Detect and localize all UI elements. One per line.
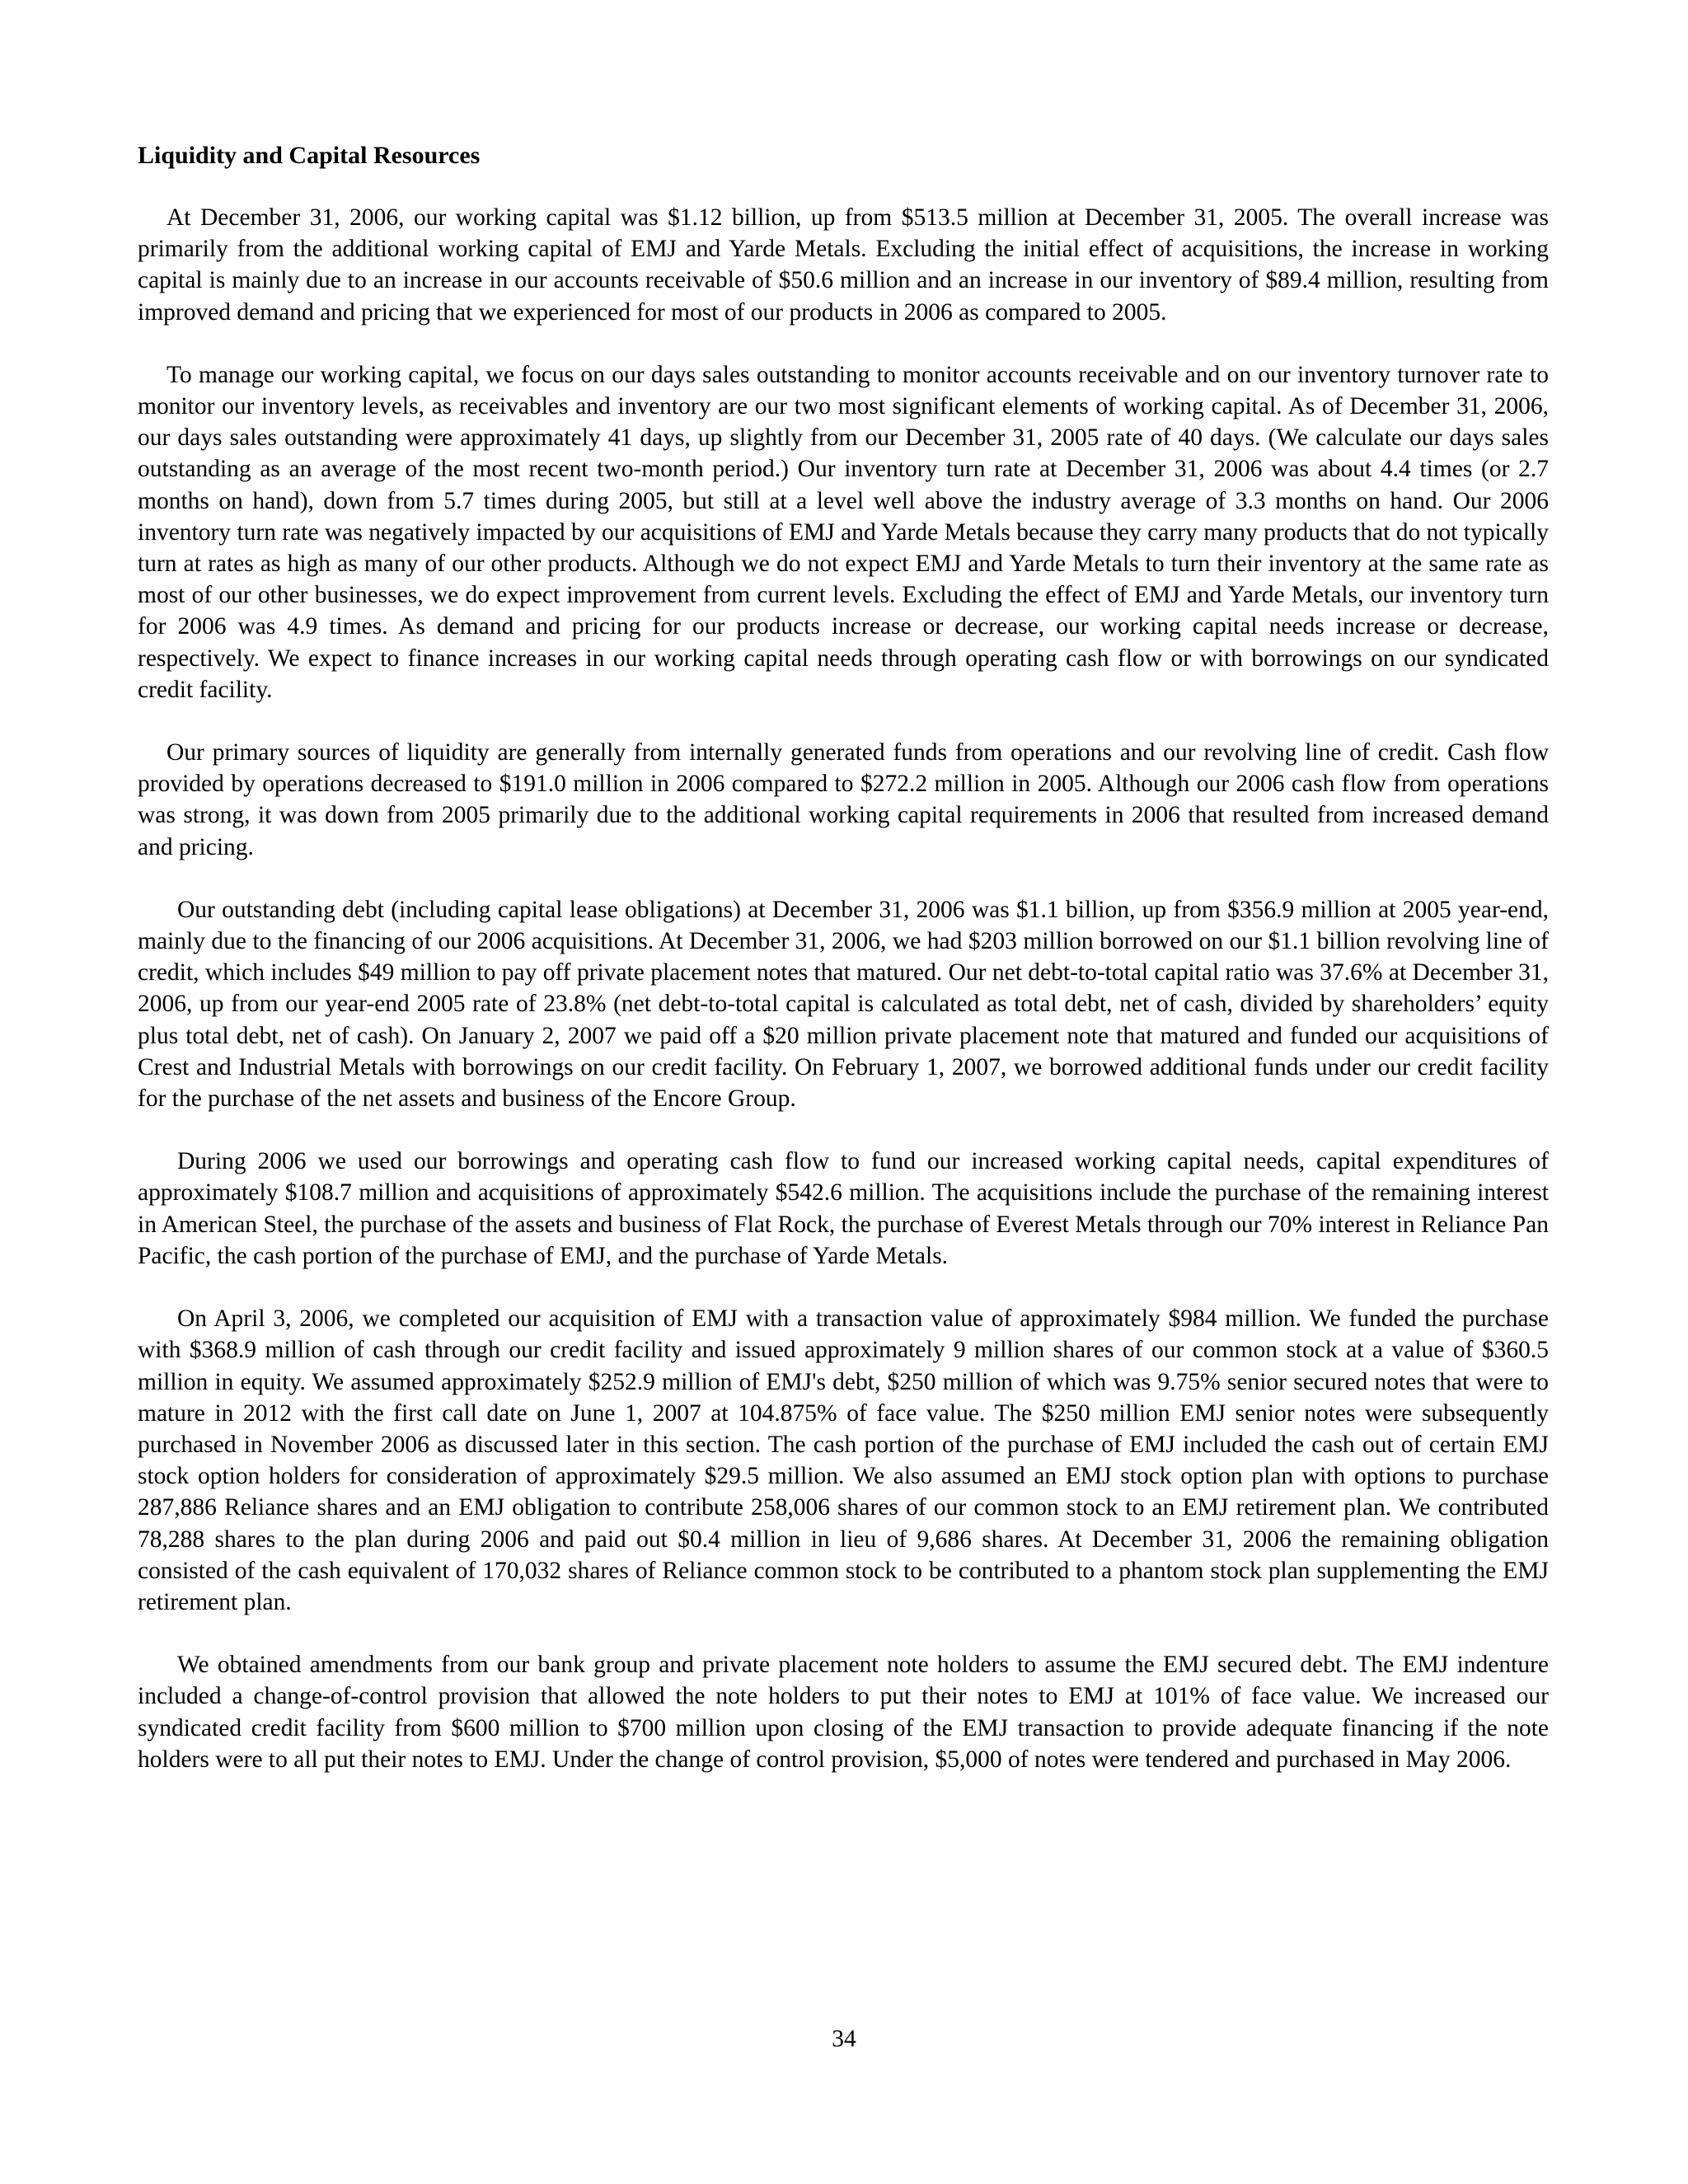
paragraph-managing-working-capital: To manage our working capital, we focus on our days sales outstanding to monitor accounts receivable and on our inventory turnover rate to monitor our inventory levels, as receivables and inventory are our two most significant elements of working capital. As of December 31, 2006, our days sales outstanding were approximately 41 days, up slightly from our December 31, 2005 rate of 40 days. (We calculate our days sales outstanding as an average of the most recent two-month period.) Our inventory turn rate at December 31, 2006 was about 4.4 times (or 2.7 months on hand), down from 5.7 times during 2005, but still at a level well above the industry average of 3.3 months on hand. Our 2006 inventory turn rate was negatively impacted by our acquisitions of EMJ and Yarde Metals because they carry many products that do not typically turn at rates as high as many of our other products. Although we do not expect EMJ and Yarde Metals to turn their inventory at the same rate as most of our other businesses, we do expect improvement from current levels. Excluding the effect of EMJ and Yarde Metals, our inventory turn for 2006 was 4.9 times. As demand and pricing for our products increase or decrease, our working capital needs increase or decrease, respectively. We expect to finance increases in our working capital needs through operating cash flow or with borrowings on our syndicated credit facility.: [138, 361, 1549, 703]
paragraph-outstanding-debt: Our outstanding debt (including capital lease obligations) at December 31, 2006 was $1.1 billion, up from $356.9 million at 2005 year-end, mainly due to the financing of our 2006 acquisitions. At December 31, 2006, we had $203 million borrowed on our $1.1 billion revolving line of credit, which includes $49 million to pay off private placement notes that matured. Our net debt-to-total capital ratio was 37.6% at December 31, 2006, up from our year-end 2005 rate of 23.8% (net debt-to-total capital is calculated as total debt, net of cash, divided by shareholders’ equity plus total debt, net of cash). On January 2, 2007 we paid off a $20 million private placement note that matured and funded our acquisitions of Crest and Industrial Metals with borrowings on our credit facility. On February 1, 2007, we borrowed additional funds under our credit facility for the purchase of the net assets and business of the Encore Group.: [138, 896, 1549, 1113]
paragraph-working-capital: At December 31, 2006, our working capital was $1.12 billion, up from $513.5 million at December 31, 2005. The overall increase was primarily from the additional working capital of EMJ and Yarde Metals. Excluding the initial effect of acquisitions, the increase in working capital is mainly due to an increase in our accounts receivable of $50.6 million and an increase in our inventory of $89.4 million, resulting from improved demand and pricing that we experienced for most of our products in 2006 as compared to 2005.: [138, 204, 1549, 326]
section-heading: Liquidity and Capital Resources: [138, 142, 481, 169]
document-page: [138, 140, 1549, 1807]
page-number: 34: [832, 2026, 856, 2052]
paragraph-2006-borrowings: During 2006 we used our borrowings and operating cash flow to fund our increased working capital needs, capital expenditures of approximately $108.7 million and acquisitions of approximately $542.6 million. The acquisitions include the purchase of the remaining interest in American Steel, the purchase of the assets and business of Flat Rock, the purchase of Everest Metals through our 70% interest in Reliance Pan Pacific, the cash portion of the purchase of EMJ, and the purchase of Yarde Metals.: [138, 1148, 1549, 1269]
paragraph-emj-acquisition: On April 3, 2006, we completed our acquisition of EMJ with a transaction value of approximately $984 million. We funded the purchase with $368.9 million of cash through our credit facility and issued approximately 9 million shares of our common stock at a value of $360.5 million in equity. We assumed approximately $252.9 million of EMJ's debt, $250 million of which was 9.75% senior secured notes that were to mature in 2012 with the first call date on June 1, 2007 at 104.875% of face value. The $250 million EMJ senior notes were subsequently purchased in November 2006 as discussed later in this section. The cash portion of the purchase of EMJ included the cash out of certain EMJ stock option holders for consideration of approximately $29.5 million. We also assumed an EMJ stock option plan with options to purchase 287,886 Reliance shares and an EMJ obligation to contribute 258,006 shares of our common stock to an EMJ retirement plan. We contributed 78,288 shares to the plan during 2006 and paid out $0.4 million in lieu of 9,686 shares. At December 31, 2006 the remaining obligation consisted of the cash equivalent of 170,032 shares of Reliance common stock to be contributed to a phantom stock plan supplementing the EMJ retirement plan.: [138, 1305, 1549, 1615]
paragraph-sources-of-liquidity: Our primary sources of liquidity are generally from internally generated funds from operations and our revolving line of credit. Cash flow provided by operations decreased to $191.0 million in 2006 compared to $272.2 million in 2005. Although our 2006 cash flow from operations was strong, it was down from 2005 primarily due to the additional working capital requirements in 2006 that resulted from increased demand and pricing.: [138, 739, 1549, 860]
paragraph-amendments: We obtained amendments from our bank group and private placement note holders to assume the EMJ secured debt. The EMJ indenture included a change-of-control provision that allowed the note holders to put their notes to EMJ at 101% of face value. We increased our syndicated credit facility from $600 million to $700 million upon closing of the EMJ transaction to provide adequate financing if the note holders were to all put their notes to EMJ. Under the change of control provision, $5,000 of notes were tendered and purchased in May 2006.: [138, 1652, 1549, 1773]
